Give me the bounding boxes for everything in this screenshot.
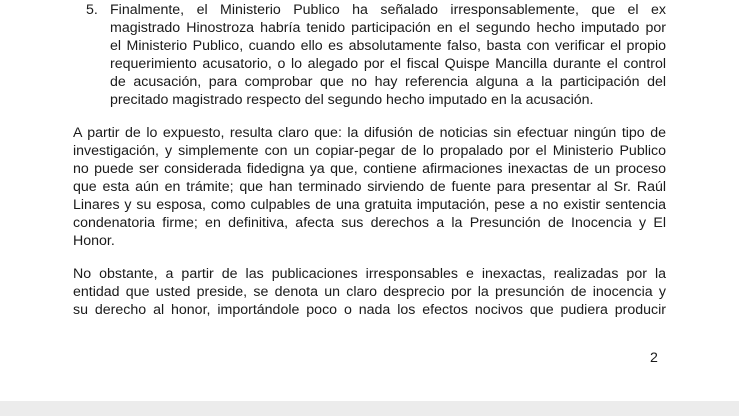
text-line: entidad que usted preside, se denota un claro desprecio por la presunción de inocencia y [73,284,666,300]
text-line: Linares y su esposa, como culpables de una gratuita imputación, pese a no existir sentencia [73,197,666,213]
text-line: que esta aún en trámite; que han terminado sirviendo de fuente para presentar al Sr. Raúl [73,179,666,195]
text-line: requerimiento acusatorio, o lo alegado por el fiscal Quispe Mancilla durante el control [110,56,666,72]
page-number: 2 [650,350,658,366]
text-line: No obstante, a partir de las publicaciones irresponsables e inexactas, realizadas por la [73,266,666,282]
page-bottom-edge [0,401,739,416]
text-line: Honor. [73,233,115,249]
text-line: no puede ser considerada fidedigna ya que, contiene afirmaciones inexactas de un proceso [73,161,666,177]
text-line: el Ministerio Publico, cuando ello es absolutamente falso, basta con verificar el propio [110,38,666,54]
text-line: su derecho al honor, importándole poco o nada los efectos nocivos que pudiera producir [73,302,666,318]
text-line: A partir de lo expuesto, resulta claro que: la difusión de noticias sin efectuar ningún tipo de [73,125,666,141]
text-line: precitado magistrado respecto del segundo hecho imputado en la acusación. [110,92,594,108]
list-number: 5. [86,2,98,18]
text-line: magistrado Hinostroza habría tenido participación en el segundo hecho imputado por [110,20,666,36]
text-line: Finalmente, el Ministerio Publico ha señalado irresponsablemente, que el ex [110,2,666,18]
text-line: condenatoria firme; en definitiva, afecta sus derechos a la Presunción de Inocencia y El [73,215,666,231]
text-line: investigación, y simplemente con un copiar-pegar de lo propalado por el Ministerio Publico [73,143,666,159]
text-line: de acusación, para comprobar que no hay referencia alguna a la participación del [110,74,666,90]
